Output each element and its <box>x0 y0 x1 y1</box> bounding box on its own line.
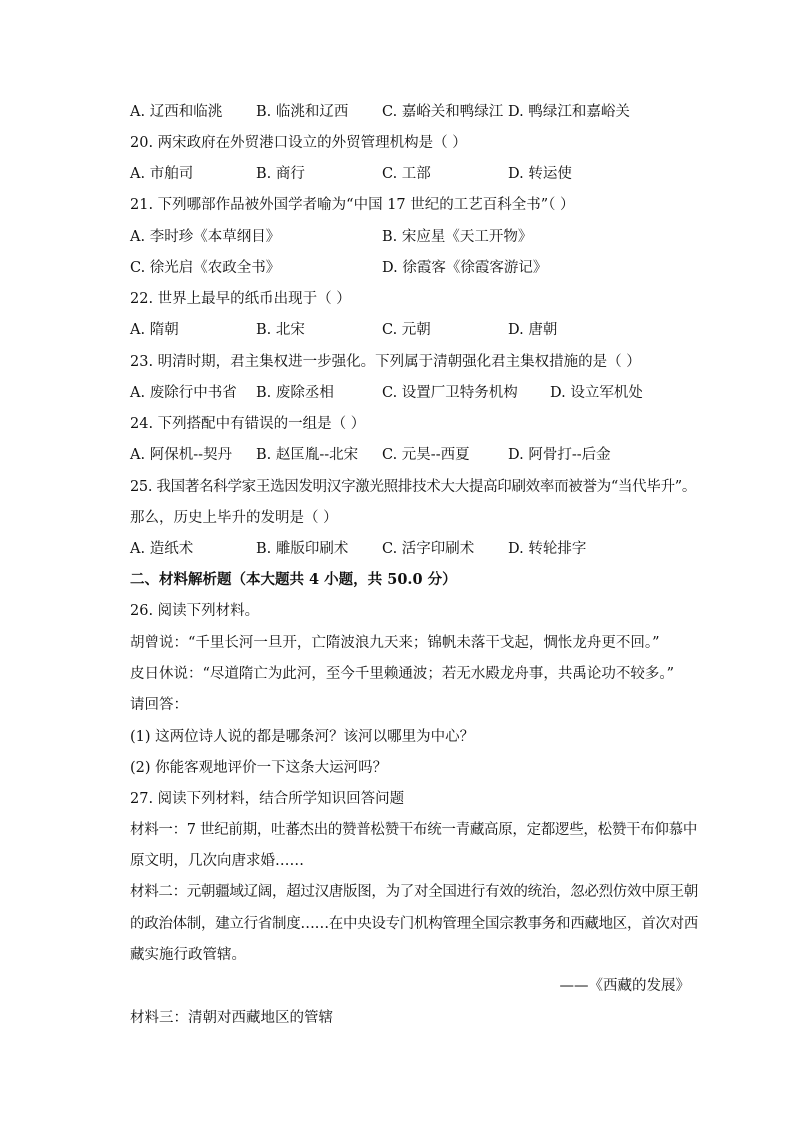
q25-option-d: D. 转轮排字 <box>508 541 587 557</box>
q26-subquestion-1: (1) 这两位诗人说的都是哪条河？该河以哪里为中心？ <box>130 729 475 745</box>
q27-material-2-source: ——《西藏的发展》 <box>559 978 690 994</box>
q21-stem: 21. 下列哪部作品被外国学者喻为“中国 17 世纪的工艺百科全书”（ ） <box>130 197 575 213</box>
q24-option-b: B. 赵匡胤--北宋 <box>256 447 359 463</box>
q21-option-c: C. 徐光启《农政全书》 <box>130 260 281 276</box>
q26-poem-hu-zeng: 胡曾说：“千里长河一旦开，亡隋波浪九天来；锦帆未落干戈起，惆怅龙舟更不回。” <box>130 635 660 651</box>
q25-stem-line2: 那么，历史上毕升的发明是（ ） <box>130 510 338 526</box>
q26-stem: 26. 阅读下列材料。 <box>130 603 260 619</box>
q20-option-d: D. 转运使 <box>508 166 572 182</box>
q21-option-d: D. 徐霞客《徐霞客游记》 <box>382 260 548 276</box>
q27-material-3-title: 材料三：清朝对西藏地区的管辖 <box>130 1010 333 1026</box>
q27-material-2-line3: 藏实施行政管辖。 <box>130 947 246 963</box>
q26-ask-label: 请回答： <box>130 697 188 713</box>
q24-stem: 24. 下列搭配中有错误的一组是（ ） <box>130 416 366 432</box>
q27-material-2-line1: 材料二：元朝疆域辽阔，超过汉唐版图，为了对全国进行有效的统治，忽必烈仿效中原王朝 <box>130 884 698 900</box>
q22-option-c: C. 元朝 <box>382 322 431 338</box>
q23-stem: 23. 明清时期，君主集权进一步强化。下列属于清朝强化君主集权措施的是（ ） <box>130 354 641 370</box>
section-2-title: 二、材料解析题（本大题共 4 小题，共 50.0 分） <box>130 571 457 588</box>
q20-option-c: C. 工部 <box>382 166 431 182</box>
q23-option-c: C. 设置厂卫特务机构 <box>382 385 518 401</box>
q21-option-a: A. 李时珍《本草纲目》 <box>130 229 281 245</box>
q23-option-a: A. 废除行中书省 <box>130 385 237 401</box>
q19-option-d: D. 鸭绿江和嘉峪关 <box>508 104 630 120</box>
q24-option-d: D. 阿骨打--后金 <box>508 447 611 463</box>
q23-option-b: B. 废除丞相 <box>256 385 334 401</box>
q22-option-d: D. 唐朝 <box>508 322 558 338</box>
q24-option-c: C. 元昊--西夏 <box>382 447 470 463</box>
q27-material-2-line2: 的政治体制，建立行省制度……在中央设专门机构管理全国宗教事务和西藏地区，首次对西 <box>130 916 698 932</box>
q19-option-b: B. 临洮和辽西 <box>256 104 349 120</box>
q27-material-1-line1: 材料一：7 世纪前期，吐蕃杰出的赞普松赞干布统一青藏高原，定都逻些，松赞干布仰慕中 <box>130 822 698 838</box>
q26-poem-pi-rixiu: 皮日休说：“尽道隋亡为此河，至今千里赖通波；若无水殿龙舟事，共禹论功不较多。” <box>130 666 675 682</box>
q25-stem-line1: 25. 我国著名科学家王选因发明汉字激光照排技术大大提高印刷效率而被誉为“当代毕升”。 <box>130 479 697 495</box>
q27-stem: 27. 阅读下列材料，结合所学知识回答问题 <box>130 791 405 807</box>
q22-option-a: A. 隋朝 <box>130 322 179 338</box>
q19-option-c: C. 嘉峪关和鸭绿江 <box>382 104 504 120</box>
q25-option-c: C. 活字印刷术 <box>382 541 475 557</box>
q25-option-b: B. 雕版印刷术 <box>256 541 349 557</box>
q26-subquestion-2: (2) 你能客观地评价一下这条大运河吗？ <box>130 760 388 776</box>
q23-option-d: D. 设立军机处 <box>550 385 643 401</box>
q27-material-1-line2: 原文明，几次向唐求婚…… <box>130 853 304 869</box>
q20-option-a: A. 市舶司 <box>130 166 194 182</box>
q20-option-b: B. 商行 <box>256 166 305 182</box>
q22-option-b: B. 北宋 <box>256 322 305 338</box>
q22-stem: 22. 世界上最早的纸币出现于（ ） <box>130 291 351 307</box>
q24-option-a: A. 阿保机--契丹 <box>130 447 232 463</box>
q25-option-a: A. 造纸术 <box>130 541 194 557</box>
q21-option-b: B. 宋应星《天工开物》 <box>382 229 533 245</box>
q19-option-a: A. 辽西和临洮 <box>130 104 223 120</box>
q20-stem: 20. 两宋政府在外贸港口设立的外贸管理机构是（ ） <box>130 135 467 151</box>
